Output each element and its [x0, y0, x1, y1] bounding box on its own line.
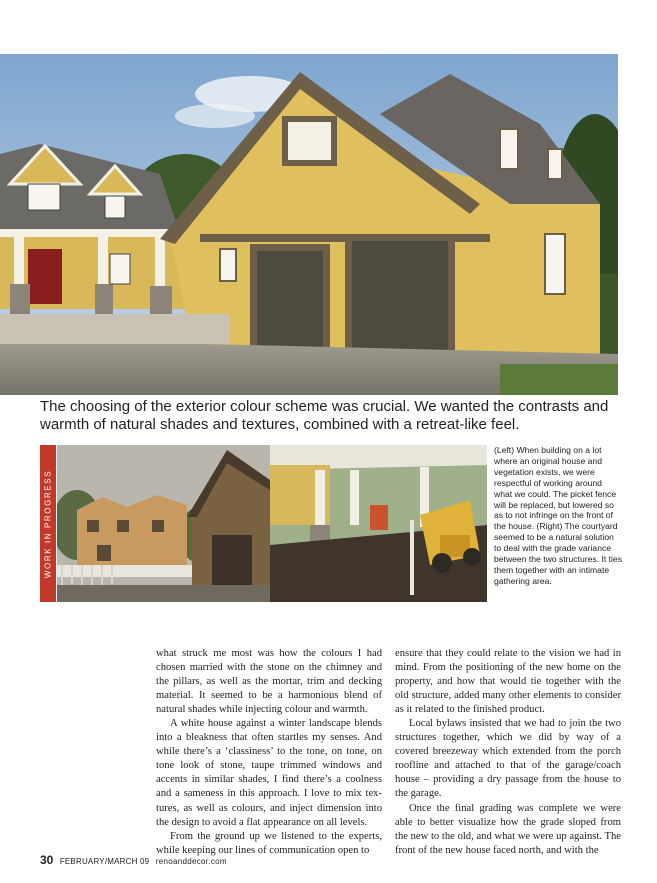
- work-in-progress-tab: [40, 445, 56, 602]
- article-paragraph: From the ground up we listened to the experts, while keeping our lines of communication open to: [156, 830, 382, 856]
- article-paragraph: what struck me most was how the colours I had chosen married with the stone on the chimney and the pillars, as well as the mortar, trim and decking material. It seemed to be a harmonious blend of natural shades while injecting colour and warmth.: [156, 648, 382, 716]
- article-paragraph: A white house against a winter landscape blends into a bleakness that often startles my senses. And while there’s a ‘classiness’ to the tone, on tone, on tone look of stone, taupe trimmed windows and accents in similar shades, I find there’s a coolness and a sameness in this approach. I love to mix tex- tures, as well as colours, and inject dimension into the design to avoid a flat appearance on all levels.: [156, 718, 382, 828]
- article-column-left: [156, 647, 382, 858]
- article-column-right: [395, 647, 621, 858]
- issue-date: FEBRUARY/MARCH 09: [59, 857, 150, 866]
- website-link[interactable]: renoanddecor.com: [155, 857, 227, 866]
- work-in-progress-label: WORK IN PROGRESS: [43, 469, 53, 578]
- hero-photo: [0, 54, 618, 395]
- article-paragraph: ensure that they could relate to the vision we had in mind. From the positioning of the new home on the property, and how that would tie together with the old structure, added many other elements to consider as it related to the finished product.: [395, 648, 621, 716]
- construction-photo-right: [270, 445, 487, 602]
- hero-caption: The choosing of the exterior colour scheme was crucial. We wanted the contrasts and warmth of natural shades and textures, combined with a retreat-like feel.: [40, 398, 609, 433]
- article-paragraph: Once the final grading was complete we were able to better visualize how the grade sloped from the new to the old, and what we were up against. The front of the new house faced north, and with the: [395, 802, 621, 856]
- construction-caption: (Left) When building on a lot where an original house and vegetation exists, we were respectful of working around what we could. The picket fence will be replaced, but lowered so as to not infringe on the front of the house. (Right) The courtyard seemed to be a natural solution to deal with the grade variance between the two structures. It ties them together with an intimate gathering area.: [494, 445, 623, 586]
- page-footer: [40, 851, 227, 869]
- page-number: 30: [40, 853, 54, 867]
- article-paragraph: Local bylaws insisted that we had to join the two structures together, which we did by way of a covered breezeway which extended from the porch roofline and attached to that of the garage/coach house – providing a dry passage from the house to the garage.: [395, 718, 621, 800]
- construction-photo-left: [57, 445, 270, 602]
